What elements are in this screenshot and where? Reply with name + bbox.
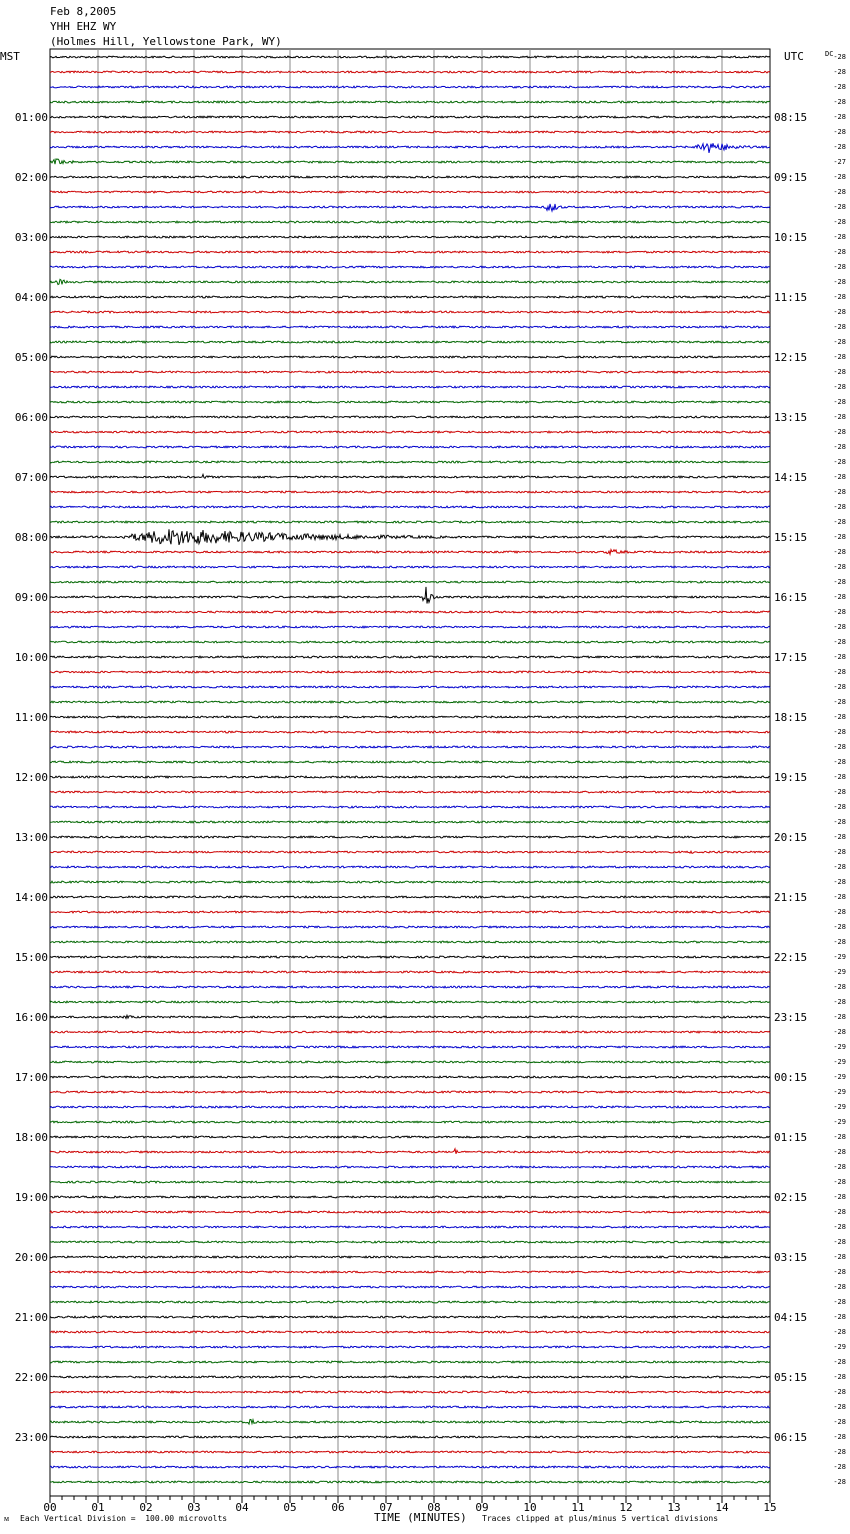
- dc-offset-label: -28: [833, 1133, 846, 1141]
- dc-offset-label: -28: [833, 1313, 846, 1321]
- dc-offset-label: -28: [833, 548, 846, 556]
- trace-line: [50, 731, 770, 733]
- plot-frame: [50, 49, 770, 1496]
- trace-line: [50, 1436, 770, 1438]
- utc-hour-label: 03:15: [774, 1251, 808, 1264]
- trace-line: [50, 581, 770, 583]
- trace-line: [50, 1346, 770, 1348]
- mst-hour-label: 18:00: [14, 1131, 48, 1144]
- dc-offset-label: -28: [833, 1463, 846, 1471]
- scale-mark-icon: ᴍ: [4, 1514, 10, 1523]
- utc-hour-label: 06:15: [774, 1431, 808, 1444]
- clip-note: Traces clipped at plus/minus 5 vertical divisions: [482, 1514, 719, 1523]
- dc-offset-label: -28: [833, 803, 846, 811]
- trace-line: [50, 1106, 770, 1108]
- trace-line: [50, 1031, 770, 1033]
- dc-offset-label: -28: [833, 323, 846, 331]
- dc-offset-label: -28: [833, 848, 846, 856]
- trace-line: [50, 986, 770, 988]
- dc-offset-label: -28: [833, 818, 846, 826]
- trace-line: [50, 566, 770, 568]
- utc-hour-label: 11:15: [774, 291, 808, 304]
- dc-offset-label: -28: [833, 1178, 846, 1186]
- trace-line: [50, 101, 770, 103]
- utc-hour-label: 12:15: [774, 351, 808, 364]
- trace-line: [50, 431, 770, 433]
- dc-offset-label: -28: [833, 218, 846, 226]
- trace-line: [50, 1391, 770, 1393]
- dc-offset-label: -28: [833, 983, 846, 991]
- mst-hour-label: 13:00: [14, 831, 48, 844]
- trace-line: [50, 587, 770, 604]
- dc-offset-label: -28: [833, 1478, 846, 1486]
- trace-line: [50, 971, 770, 973]
- dc-offset-label: -28: [833, 1223, 846, 1231]
- dc-offset-label: -29: [833, 1073, 846, 1081]
- dc-offset-label: -28: [833, 428, 846, 436]
- trace-line: [50, 86, 770, 88]
- trace-line: [50, 716, 770, 718]
- trace-line: [50, 911, 770, 913]
- utc-hour-label: 20:15: [774, 831, 808, 844]
- x-tick-label: 09: [475, 1501, 489, 1514]
- utc-hour-label: 13:15: [774, 411, 808, 424]
- mst-hour-label: 20:00: [14, 1251, 48, 1264]
- mst-hour-label: 03:00: [14, 231, 48, 244]
- trace-line: [50, 529, 770, 545]
- mst-hour-label: 01:00: [14, 111, 48, 124]
- dc-offset-label: -28: [833, 488, 846, 496]
- trace-line: [50, 56, 770, 58]
- dc-offset-label: -28: [833, 113, 846, 121]
- trace-line: [50, 611, 770, 613]
- mst-hour-label: 14:00: [14, 891, 48, 904]
- utc-hour-label: 02:15: [774, 1191, 808, 1204]
- trace-line: [50, 1286, 770, 1288]
- trace-line: [50, 311, 770, 313]
- trace-line: [50, 371, 770, 373]
- trace-line: [50, 686, 770, 688]
- utc-hour-label: 00:15: [774, 1071, 808, 1084]
- dc-offset-label: -28: [833, 938, 846, 946]
- trace-line: [50, 881, 770, 883]
- trace-line: [50, 1271, 770, 1273]
- dc-offset-label: -29: [833, 1043, 846, 1051]
- dc-offset-label: -28: [833, 923, 846, 931]
- trace-line: [50, 236, 770, 238]
- trace-line: [50, 1181, 770, 1183]
- location-label: (Holmes Hill, Yellowstone Park, WY): [50, 35, 282, 48]
- dc-offset-label: -28: [833, 1163, 846, 1171]
- mst-axis-label: MST: [0, 50, 20, 63]
- dc-offset-label: -28: [833, 833, 846, 841]
- x-tick-label: 00: [43, 1501, 57, 1514]
- dc-offset-label: -28: [833, 203, 846, 211]
- dc-offset-label: -28: [833, 83, 846, 91]
- trace-line: [50, 806, 770, 808]
- dc-offset-label: -28: [833, 863, 846, 871]
- mst-hour-label: 02:00: [14, 171, 48, 184]
- trace-line: [50, 866, 770, 868]
- trace-line: [50, 143, 770, 153]
- dc-offset-label: -28: [833, 1268, 846, 1276]
- trace-line: [50, 521, 770, 523]
- x-tick-label: 14: [715, 1501, 729, 1514]
- dc-offset-label: -28: [833, 1373, 846, 1381]
- utc-hour-label: 08:15: [774, 111, 808, 124]
- utc-hour-label: 16:15: [774, 591, 808, 604]
- mst-hour-label: 12:00: [14, 771, 48, 784]
- trace-line: [50, 550, 770, 555]
- x-tick-label: 03: [187, 1501, 201, 1514]
- dc-offset-label: -28: [833, 353, 846, 361]
- date-label: Feb 8,2005: [50, 5, 117, 18]
- trace-line: [50, 356, 770, 358]
- trace-line: [50, 1166, 770, 1168]
- trace-line: [50, 416, 770, 418]
- dc-offset-label: -28: [833, 233, 846, 241]
- dc-offset-label: -28: [833, 1253, 846, 1261]
- trace-line: [50, 1136, 770, 1138]
- dc-offset-label: -28: [833, 383, 846, 391]
- dc-offset-label: -28: [833, 773, 846, 781]
- dc-offset-label: -29: [833, 1088, 846, 1096]
- utc-hour-label: 18:15: [774, 711, 808, 724]
- dc-offset-label: -29: [833, 1103, 846, 1111]
- utc-hour-label: 04:15: [774, 1311, 808, 1324]
- x-tick-label: 08: [427, 1501, 441, 1514]
- dc-offset-label: -28: [833, 1208, 846, 1216]
- dc-offset-label: -28: [833, 473, 846, 481]
- dc-offset-label: -28: [833, 1403, 846, 1411]
- mst-hour-label: 17:00: [14, 1071, 48, 1084]
- trace-line: [50, 1301, 770, 1303]
- trace-line: [50, 746, 770, 748]
- trace-line: [50, 1361, 770, 1363]
- station-label: YHH EHZ WY: [50, 20, 117, 33]
- dc-offset-label: -28: [833, 278, 846, 286]
- x-tick-label: 07: [379, 1501, 393, 1514]
- trace-line: [50, 1091, 770, 1093]
- dc-offset-label: -28: [833, 188, 846, 196]
- dc-offset-label: -28: [833, 1418, 846, 1426]
- utc-hour-label: 05:15: [774, 1371, 808, 1384]
- dc-offset-label: -28: [833, 728, 846, 736]
- x-tick-label: 15: [763, 1501, 777, 1514]
- dc-offset-label: -28: [833, 758, 846, 766]
- dc-offset-label: -28: [833, 623, 846, 631]
- dc-offset-label: -29: [833, 1118, 846, 1126]
- mst-hour-label: 10:00: [14, 651, 48, 664]
- dc-offset-label: -28: [833, 518, 846, 526]
- trace-line: [50, 1481, 770, 1483]
- trace-line: [50, 341, 770, 343]
- dc-offset-label: -29: [833, 968, 846, 976]
- trace-line: [50, 446, 770, 448]
- mst-hour-label: 21:00: [14, 1311, 48, 1324]
- dc-offset-label: -28: [833, 893, 846, 901]
- dc-offset-label: -28: [833, 1328, 846, 1336]
- trace-line: [50, 461, 770, 463]
- dc-offset-label: -28: [833, 578, 846, 586]
- dc-offset-label: -28: [833, 263, 846, 271]
- x-tick-label: 11: [571, 1501, 585, 1514]
- dc-offset-label: -28: [833, 698, 846, 706]
- trace-line: [50, 266, 770, 268]
- trace-line: [50, 761, 770, 763]
- trace-line: [50, 191, 770, 193]
- trace-line: [50, 1331, 770, 1333]
- trace-line: [50, 1015, 770, 1018]
- utc-axis-label: UTC: [784, 50, 804, 63]
- x-tick-label: 01: [91, 1501, 105, 1514]
- trace-line: [50, 941, 770, 943]
- dc-offset-label: -28: [833, 1148, 846, 1156]
- dc-offset-label: -28: [833, 398, 846, 406]
- mst-hour-label: 23:00: [14, 1431, 48, 1444]
- dc-offset-label: -28: [833, 1238, 846, 1246]
- x-tick-label: 04: [235, 1501, 249, 1514]
- trace-line: [50, 506, 770, 508]
- dc-offset-label: -28: [833, 563, 846, 571]
- utc-hour-label: 19:15: [774, 771, 808, 784]
- dc-offset-label: -28: [833, 668, 846, 676]
- trace-line: [50, 836, 770, 838]
- x-tick-label: 10: [523, 1501, 537, 1514]
- utc-hour-label: 01:15: [774, 1131, 808, 1144]
- trace-line: [50, 701, 770, 703]
- mst-hour-label: 04:00: [14, 291, 48, 304]
- trace-line: [50, 1406, 770, 1408]
- trace-line: [50, 176, 770, 178]
- dc-offset-label: -29: [833, 953, 846, 961]
- x-tick-label: 06: [331, 1501, 345, 1514]
- dc-offset-label: -28: [833, 743, 846, 751]
- utc-hour-label: 22:15: [774, 951, 808, 964]
- mst-hour-label: 05:00: [14, 351, 48, 364]
- trace-line: [50, 296, 770, 298]
- dc-offset-label: -28: [833, 1358, 846, 1366]
- dc-offset-label: -28: [833, 1298, 846, 1306]
- dc-offset-label: -28: [833, 98, 846, 106]
- dc-offset-label: -28: [833, 1028, 846, 1036]
- dc-offset-label: -28: [833, 443, 846, 451]
- dc-offset-label: -29: [833, 1058, 846, 1066]
- trace-line: [50, 791, 770, 793]
- x-tick-label: 13: [667, 1501, 681, 1514]
- trace-line: [50, 1046, 770, 1048]
- trace-line: [50, 1076, 770, 1078]
- dc-offset-label: -28: [833, 503, 846, 511]
- trace-line: [50, 1241, 770, 1243]
- dc-offset-label: -28: [833, 908, 846, 916]
- dc-offset-label: -27: [833, 158, 846, 166]
- trace-line: [50, 1466, 770, 1468]
- dc-offset-label: -28: [833, 338, 846, 346]
- trace-line: [50, 656, 770, 658]
- trace-line: [50, 1226, 770, 1228]
- dc-offset-label: -28: [833, 593, 846, 601]
- utc-hour-label: 17:15: [774, 651, 808, 664]
- vertical-division-note: Each Vertical Division = 100.00 microvolts: [20, 1514, 228, 1523]
- mst-hour-label: 09:00: [14, 591, 48, 604]
- dc-offset-label: -28: [833, 713, 846, 721]
- trace-line: [50, 491, 770, 493]
- trace-line: [50, 1001, 770, 1003]
- trace-line: [50, 1316, 770, 1318]
- trace-line: [50, 1196, 770, 1198]
- mst-hour-label: 16:00: [14, 1011, 48, 1024]
- dc-offset-label: -28: [833, 1448, 846, 1456]
- mst-hour-label: 19:00: [14, 1191, 48, 1204]
- trace-line: [50, 1149, 770, 1154]
- trace-line: [50, 1419, 770, 1424]
- dc-offset-label: -28: [833, 533, 846, 541]
- dc-offset-label: -28: [833, 368, 846, 376]
- trace-line: [50, 131, 770, 133]
- trace-line: [50, 1061, 770, 1063]
- mst-hour-label: 22:00: [14, 1371, 48, 1384]
- dc-offset-label: -28: [833, 1283, 846, 1291]
- trace-line: [50, 851, 770, 853]
- trace-line: [50, 776, 770, 778]
- dc-offset-label: -28: [833, 53, 846, 61]
- dc-offset-label: -28: [833, 173, 846, 181]
- trace-line: [50, 279, 770, 284]
- trace-line: [50, 474, 770, 478]
- dc-offset-label: -29: [833, 1343, 846, 1351]
- mst-hour-label: 07:00: [14, 471, 48, 484]
- mst-hour-label: 08:00: [14, 531, 48, 544]
- trace-line: [50, 116, 770, 118]
- dc-offset-label: -28: [833, 878, 846, 886]
- dc-offset-label: -28: [833, 128, 846, 136]
- dc-offset-label: -28: [833, 458, 846, 466]
- dc-offset-label: -28: [833, 143, 846, 151]
- trace-line: [50, 926, 770, 928]
- dc-offset-label: -28: [833, 68, 846, 76]
- trace-line: [50, 204, 770, 211]
- x-tick-label: 12: [619, 1501, 633, 1514]
- trace-line: [50, 326, 770, 328]
- trace-line: [50, 821, 770, 823]
- dc-offset-label: -28: [833, 1013, 846, 1021]
- trace-line: [50, 956, 770, 958]
- mst-hour-label: 06:00: [14, 411, 48, 424]
- trace-line: [50, 671, 770, 673]
- trace-line: [50, 626, 770, 628]
- trace-line: [50, 1211, 770, 1213]
- trace-line: [50, 641, 770, 643]
- utc-hour-label: 21:15: [774, 891, 808, 904]
- dc-offset-label: -28: [833, 638, 846, 646]
- trace-line: [50, 221, 770, 223]
- mst-hour-label: 11:00: [14, 711, 48, 724]
- dc-offset-label: -28: [833, 683, 846, 691]
- trace-line: [50, 1256, 770, 1258]
- dc-offset-label: -28: [833, 413, 846, 421]
- dc-offset-label: -28: [833, 1193, 846, 1201]
- utc-hour-label: 10:15: [774, 231, 808, 244]
- trace-line: [50, 71, 770, 73]
- trace-line: [50, 1376, 770, 1378]
- dc-offset-label: -28: [833, 1433, 846, 1441]
- dc-offset-label: -28: [833, 653, 846, 661]
- x-axis-title: TIME (MINUTES): [374, 1511, 467, 1524]
- trace-line: [50, 896, 770, 898]
- dc-offset-label: -28: [833, 1388, 846, 1396]
- trace-line: [50, 1121, 770, 1123]
- dc-offset-label: -28: [833, 608, 846, 616]
- dc-offset-label: -28: [833, 308, 846, 316]
- dc-offset-label: -28: [833, 248, 846, 256]
- utc-hour-label: 14:15: [774, 471, 808, 484]
- utc-hour-label: 15:15: [774, 531, 808, 544]
- dc-offset-label: -28: [833, 293, 846, 301]
- dc-axis-label: DC: [825, 50, 834, 58]
- trace-line: [50, 386, 770, 388]
- dc-offset-label: -28: [833, 788, 846, 796]
- trace-line: [50, 401, 770, 403]
- trace-line: [50, 1451, 770, 1453]
- x-tick-label: 05: [283, 1501, 297, 1514]
- trace-line: [50, 251, 770, 253]
- utc-hour-label: 23:15: [774, 1011, 808, 1024]
- x-tick-label: 02: [139, 1501, 153, 1514]
- dc-offset-label: -28: [833, 998, 846, 1006]
- trace-line: [50, 159, 770, 164]
- utc-hour-label: 09:15: [774, 171, 808, 184]
- mst-hour-label: 15:00: [14, 951, 48, 964]
